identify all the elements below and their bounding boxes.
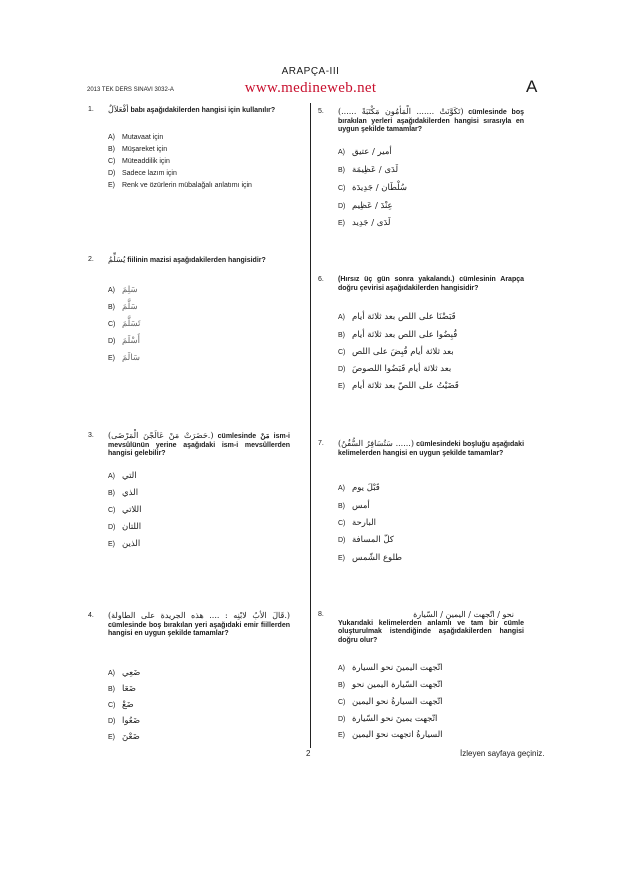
option-d[interactable]: D) عِنْدَ / عَظِيم [338, 201, 393, 211]
question-3 [88, 432, 290, 552]
next-page-note: İzleyen sayfaya geçiniz. [460, 749, 545, 758]
question-stem [338, 611, 524, 645]
option-c[interactable]: C) Müteaddilik için [108, 158, 170, 165]
option-e[interactable]: E) الذين [108, 539, 141, 549]
option-c[interactable]: C) سُلْطَان / جَدِيدَة [338, 183, 408, 193]
question-6 [318, 276, 524, 406]
option-e[interactable]: E) لَدَى / جَدِيد [338, 218, 391, 228]
option-b[interactable]: B) أمس [338, 501, 370, 511]
option-a[interactable]: A) أمير / عتيق [338, 147, 392, 157]
option-b[interactable]: B) اتّجهت السّيارة اليمين نحو [338, 680, 443, 690]
option-b[interactable]: B) قُبِضُوا على اللص بعد ثلاثة أيام [338, 330, 458, 340]
question-2 [88, 256, 290, 376]
option-e[interactable]: E) سَالَمَ [108, 353, 140, 363]
stem-text: cümlesindeki boşluğu aşağıdaki kelimelerden hangisi en uygun şekilde tamamlar? [338, 441, 525, 457]
option-b[interactable]: B) ضَعَا [108, 684, 136, 694]
option-c[interactable]: C) ضَعْ [108, 700, 134, 710]
option-a[interactable]: A) Mutavaat için [108, 134, 164, 141]
stem-arabic: (حَضَرَتْ مَنْ عَالَجْنَ الْمَرْضَى.) [108, 431, 214, 440]
option-e[interactable]: E) ضَعْنَ [108, 732, 140, 742]
question-stem [338, 440, 524, 458]
question-number: 5. [318, 108, 324, 115]
stem-text: babı aşağıdakilerden hangisi için kullanılır? [130, 107, 276, 114]
stem-arabic: (قَالَ الأبُ لابْنِه : .... هذه الجريدة على الطاولة.) [108, 611, 290, 620]
option-c[interactable]: C) اللاتي [108, 505, 142, 515]
option-d[interactable]: D) كلّ المسافة [338, 535, 394, 545]
stem-arabic: (...... تَكَوَّنَتْ ....... الْمَأمُون مَكْتَبَةً) [338, 107, 464, 116]
question-1 [88, 106, 290, 206]
column-divider [310, 103, 311, 748]
question-number: 8. [318, 611, 324, 618]
question-stem [108, 256, 290, 266]
stem-arabic: (سَتُسَافِرُ السُّفُنُ ......) [338, 439, 414, 448]
option-c[interactable]: C) اتّجهت السيارةُ نحو اليمين [338, 697, 443, 707]
question-number: 4. [88, 612, 94, 619]
option-d[interactable]: D) اللتان [108, 522, 142, 532]
stem-arabic: أفْعَلاَلٌ [108, 105, 129, 114]
option-b[interactable]: B) الذي [108, 488, 139, 498]
option-c[interactable]: C) بعد ثلاثة أيام قُبِضَ على اللص [338, 347, 454, 357]
stem-text: cümlesinde مَنْ ism-i mevsûlünün yerine aşağıdaki ism-i mevsûllerden hangisi gelebilir? [108, 433, 290, 457]
option-b[interactable]: B) لَدَى / عَظِيمَة [338, 165, 399, 175]
question-number: 6. [318, 276, 324, 283]
watermark-url: www.medineweb.net [244, 80, 377, 96]
option-e[interactable]: E) Renk ve özürlerin mübalağalı anlatımı için [108, 182, 252, 189]
question-number: 7. [318, 440, 324, 447]
option-d[interactable]: D) أَسْلَمَ [108, 336, 140, 346]
option-a[interactable]: A) ضَعِي [108, 668, 141, 678]
option-d[interactable]: D) ضَعُوا [108, 716, 141, 726]
option-a[interactable]: A) قَبْلَ يوم [338, 483, 380, 493]
stem-text: (Hırsız üç gün sonra yakalandı.) cümlesinin Arapça doğru çevirisi aşağıdakilerden hangisidir? [338, 276, 524, 292]
stem-text: cümlesinde boş bırakılan yeri aşağıdaki emir fiillerden hangisi en uygun şekilde tamamlar? [108, 621, 290, 637]
question-4 [88, 612, 290, 742]
stem-arabic: يُسَلِّمُ [108, 255, 126, 264]
question-stem [108, 432, 290, 459]
option-a[interactable]: A) اتّجهت اليمينَ نحو السيارة [338, 663, 443, 673]
option-d[interactable]: D) بعد ثلاثة أيام قَبَضُوا اللصوصَ [338, 364, 452, 374]
option-b[interactable]: B) سَلَّمَ [108, 302, 138, 312]
option-a[interactable]: A) التي [108, 471, 137, 481]
option-e[interactable]: E) طلوع الشّمس [338, 553, 403, 563]
question-stem [338, 276, 524, 293]
question-7 [318, 440, 524, 570]
stem-text: cümlesinde boş bırakılan yerleri aşağıdakilerden hangisi sırasıyla en uygun şekilde tamamlar? [338, 109, 524, 133]
exam-subtitle: 2013 TEK DERS SINAVI 3032-A [87, 87, 174, 93]
option-c[interactable]: C) تَسَلَّمَ [108, 319, 141, 329]
option-d[interactable]: D) اتّجهت يمينَ نحو السّيارة [338, 714, 438, 724]
option-c[interactable]: C) البارحة [338, 518, 377, 528]
option-a[interactable]: A) سَلِمَ [108, 285, 138, 295]
exam-title: ARAPÇA-III [281, 66, 340, 77]
page-number: 2 [306, 749, 311, 758]
question-number: 2. [88, 256, 94, 263]
question-number: 1. [88, 106, 94, 113]
stem-text: fiilinin mazisi aşağıdakilerden hangisidir? [127, 257, 266, 264]
question-stem [338, 108, 524, 135]
booklet-letter: A [526, 77, 538, 96]
question-5 [318, 108, 524, 238]
option-e[interactable]: E) السيارةُ اتجهت نحوَ اليمين [338, 730, 443, 740]
option-b[interactable]: B) Müşareket için [108, 146, 168, 153]
stem-arabic: نحو / اتّجهت / اليمين / السّيارة [413, 610, 514, 619]
option-d[interactable]: D) Sadece lazım için [108, 170, 177, 177]
option-a[interactable]: A) قَبَضْنَا على اللص بعد ثلاثة أيام [338, 312, 456, 322]
question-stem [108, 106, 290, 116]
question-stem [108, 612, 290, 639]
question-number: 3. [88, 432, 94, 439]
stem-text: Yukarıdaki kelimelerden anlamlı ve tam bir cümle oluşturulmak istendiğinde aşağıdakilerden hangisi doğru olur? [338, 619, 524, 644]
question-8 [318, 611, 524, 746]
option-e[interactable]: E) قَضَيْتُ على اللصّ بعد ثلاثة أيام [338, 381, 459, 391]
